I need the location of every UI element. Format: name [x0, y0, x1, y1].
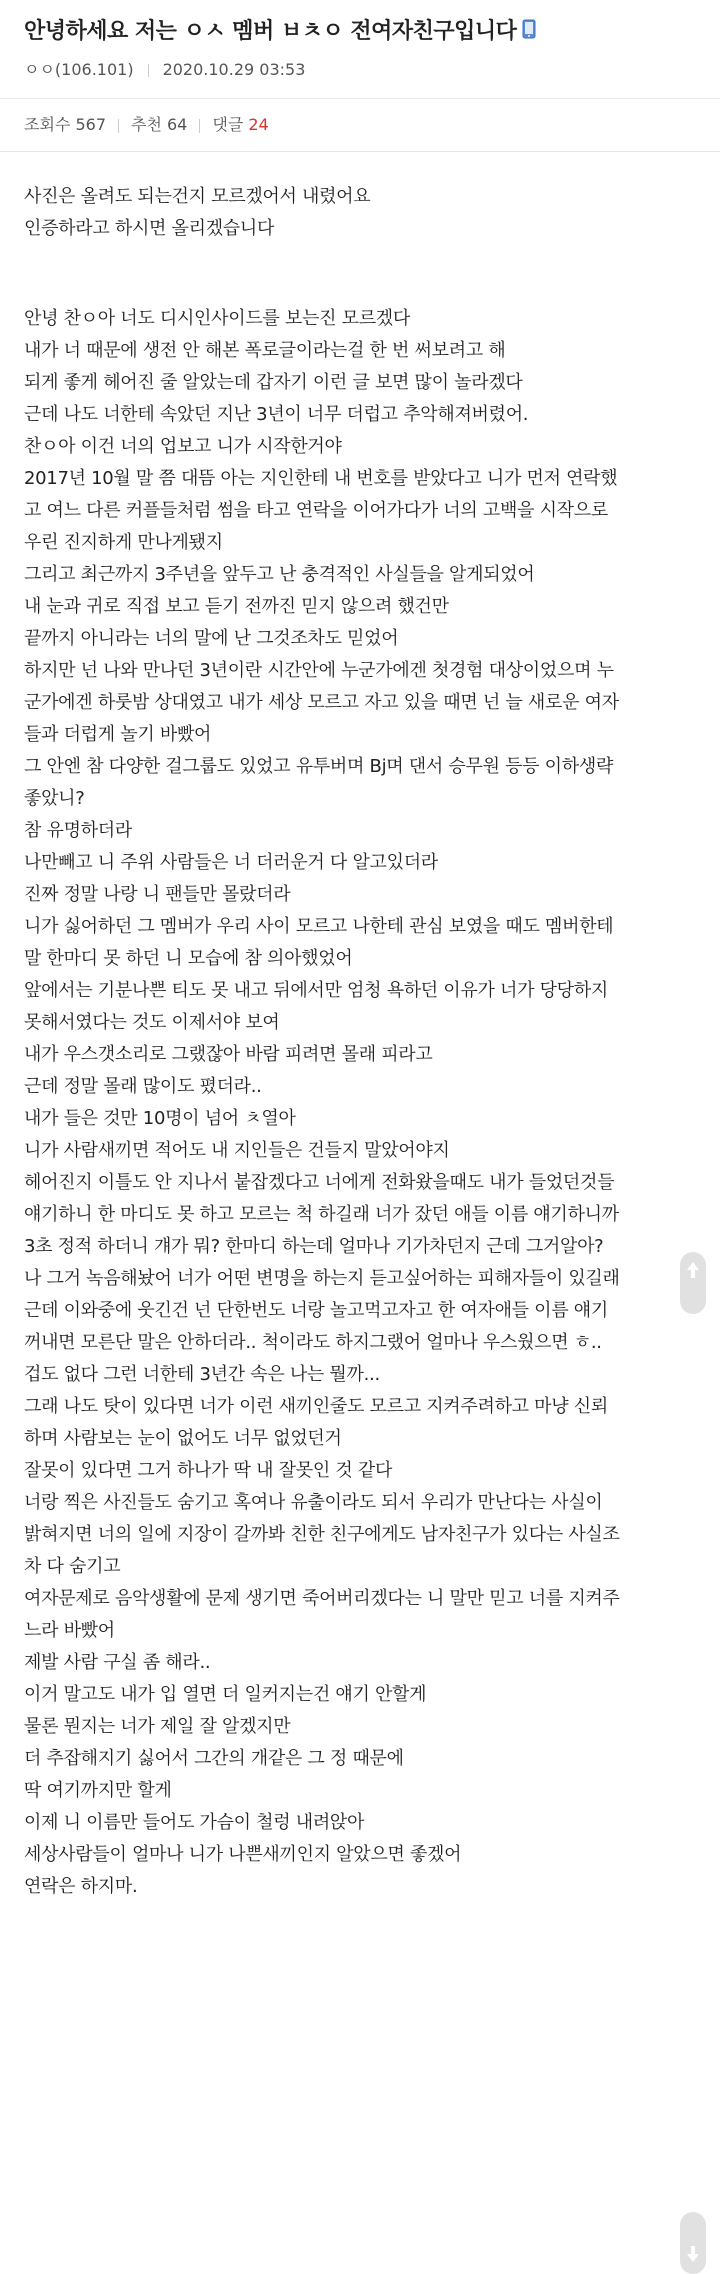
scroll-up-button[interactable] [680, 1252, 706, 1314]
comments-link[interactable] [212, 115, 268, 134]
body-line: 끝까지 아니라는 너의 말에 난 그것조차도 믿었어 [24, 628, 399, 649]
body-line: 3초 정적 하더니 걔가 뭐? 한마디 하는데 얼마나 기가차던지 근데 그거알아? [24, 1236, 604, 1257]
post-author[interactable]: ㅇㅇ(106.101) [24, 60, 134, 79]
body-line: 여자문제로 음악생활에 문제 생기면 죽어버리겠다는 니 말만 믿고 너를 지켜주 [24, 1588, 620, 1609]
post-date: 2020.10.29 03:53 [162, 60, 306, 79]
body-line: 나 그거 녹음해놨어 너가 어떤 변명을 하는지 듣고싶어하는 피해자들이 있길래 [24, 1268, 620, 1289]
body-line: 나만빼고 니 주위 사람들은 너 더러운거 다 알고있더라 [24, 852, 438, 873]
body-line: 그래 나도 탓이 있다면 너가 이런 새끼인줄도 모르고 지켜주려하고 마냥 신뢰 [24, 1396, 608, 1417]
comments-label: 댓글 [212, 115, 244, 134]
stats-divider [199, 119, 200, 133]
body-line: 딱 여기까지만 할게 [24, 1780, 172, 1801]
body-line: 이제 니 이름만 들어도 가슴이 철렁 내려앉아 [24, 1812, 365, 1833]
body-line: 되게 좋게 헤어진 줄 알았는데 갑자기 이런 글 보면 많이 놀라겠다 [24, 372, 523, 393]
body-line: 겁도 없다 그런 너한테 3년간 속은 나는 뭘까... [24, 1364, 380, 1385]
body-line: 내가 들은 것만 10명이 넘어 ㅊ열아 [24, 1108, 296, 1129]
body-line: 니가 사람새끼면 적어도 내 지인들은 건들지 말았어야지 [24, 1140, 450, 1161]
comments-count: 24 [248, 115, 269, 134]
body-line: 말 한마디 못 하던 니 모습에 참 의아했었어 [24, 948, 353, 969]
scroll-up-icon [685, 1260, 701, 1280]
post-title: 안녕하세요 저는 ㅇㅅ 멤버 ㅂㅊㅇ 전여자친구입니다 [24, 19, 517, 44]
body-line: 고 여느 다른 커플들처럼 썸을 타고 연락을 이어가다가 너의 고백을 시작으로 [24, 500, 608, 521]
post-stats [0, 99, 720, 151]
mobile-phone-icon [522, 19, 536, 45]
view-count: 조회수 567 [24, 115, 106, 134]
body-line: 내가 우스갯소리로 그랬잖아 바람 피려면 몰래 피라고 [24, 1044, 433, 1065]
body-line: 연락은 하지마. [24, 1876, 138, 1897]
body-line: 그리고 최근까지 3주년을 앞두고 난 충격적인 사실들을 알게되었어 [24, 564, 535, 585]
scroll-down-icon [685, 2244, 701, 2264]
body-line: 차 다 숨기고 [24, 1556, 121, 1577]
body-line: 잘못이 있다면 그거 하나가 딱 내 잘못인 것 같다 [24, 1460, 393, 1481]
post-body [0, 152, 720, 1903]
body-line: 안녕 찬ㅇ아 너도 디시인사이드를 보는진 모르겠다 [24, 308, 410, 329]
body-line: 참 유명하더라 [24, 820, 132, 841]
body-line: 그 안엔 참 다양한 걸그룹도 있었고 유투버며 Bj며 댄서 승무원 등등 이하생략 [24, 756, 614, 777]
body-line: 근데 이와중에 웃긴건 넌 단한번도 너랑 놀고먹고자고 한 여자애들 이름 얘기 [24, 1300, 608, 1321]
stats-divider [118, 119, 119, 133]
body-line: 너랑 찍은 사진들도 숨기고 혹여나 유출이라도 되서 우리가 만난다는 사실이 [24, 1492, 603, 1513]
body-line: 하며 사람보는 눈이 없어도 너무 없었던거 [24, 1428, 342, 1449]
recommend-count: 추천 64 [131, 115, 188, 134]
body-line: 내 눈과 귀로 직접 보고 듣기 전까진 믿지 않으려 했건만 [24, 596, 449, 617]
body-line: 느라 바빴어 [24, 1620, 115, 1641]
post-meta [24, 57, 696, 80]
body-line: 더 추잡해지기 싫어서 그간의 개같은 그 정 때문에 [24, 1748, 404, 1769]
body-line: 내가 너 때문에 생전 안 해본 폭로글이라는걸 한 번 써보려고 해 [24, 340, 506, 361]
scroll-down-button[interactable] [680, 2212, 706, 2274]
body-line: 하지만 넌 나와 만나던 3년이란 시간안에 누군가에겐 첫경험 대상이었으며 누 [24, 660, 614, 681]
body-line: 니가 싫어하던 그 멤버가 우리 사이 모르고 나한테 관심 보였을 때도 멤버한테 [24, 916, 614, 937]
body-line: 근데 정말 몰래 많이도 폈더라.. [24, 1076, 262, 1097]
body-line: 물론 뭔지는 너가 제일 잘 알겠지만 [24, 1716, 291, 1737]
body-intro-line: 인증하라고 하시면 올리겠습니다 [24, 218, 275, 239]
body-line: 이거 말고도 내가 입 열면 더 일커지는건 얘기 안할게 [24, 1684, 427, 1705]
body-line: 헤어진지 이틀도 안 지나서 붙잡겠다고 너에게 전화왔을때도 내가 들었던것들 [24, 1172, 615, 1193]
body-line: 얘기하니 한 마디도 못 하고 모르는 척 하길래 너가 잤던 애들 이름 얘기하니까 [24, 1204, 619, 1225]
body-line: 제발 사람 구실 좀 해라.. [24, 1652, 211, 1673]
body-line: 세상사람들이 얼마나 니가 나쁜새끼인지 알았으면 좋겠어 [24, 1844, 462, 1865]
body-intro-line: 사진은 올려도 되는건지 모르겠어서 내렸어요 [24, 186, 371, 207]
body-line: 앞에서는 기분나쁜 티도 못 내고 뒤에서만 엄청 욕하던 이유가 너가 당당하지 [24, 980, 608, 1001]
body-line: 진짜 정말 나랑 니 팬들만 몰랐더라 [24, 884, 291, 905]
body-lines [24, 303, 696, 1903]
body-line: 군가에겐 하룻밤 상대였고 내가 세상 모르고 자고 있을 때면 넌 늘 새로운 여자 [24, 692, 619, 713]
body-line: 근데 나도 너한테 속았던 지난 3년이 너무 더럽고 추악해져버렸어. [24, 404, 529, 425]
post-header [0, 0, 720, 80]
post-title-row [24, 14, 696, 45]
body-line: 밝혀지면 너의 일에 지장이 갈까봐 친한 친구에게도 남자친구가 있다는 사실조 [24, 1524, 620, 1545]
body-line: 찬ㅇ아 이건 너의 업보고 니가 시작한거야 [24, 436, 342, 457]
meta-divider [148, 64, 149, 77]
body-line: 꺼내면 모른단 말은 안하더라.. 척이라도 하지그랬어 얼마나 우스웠으면 ㅎ.. [24, 1332, 602, 1353]
body-line: 2017년 10월 말 쯤 대뜸 아는 지인한테 내 번호를 받았다고 니가 먼저 연락했 [24, 468, 618, 489]
body-line: 좋았니? [24, 788, 85, 809]
body-line: 우린 진지하게 만나게됐지 [24, 532, 223, 553]
body-line: 들과 더럽게 놀기 바빴어 [24, 724, 212, 745]
body-line: 못해서였다는 것도 이제서야 보여 [24, 1012, 280, 1033]
